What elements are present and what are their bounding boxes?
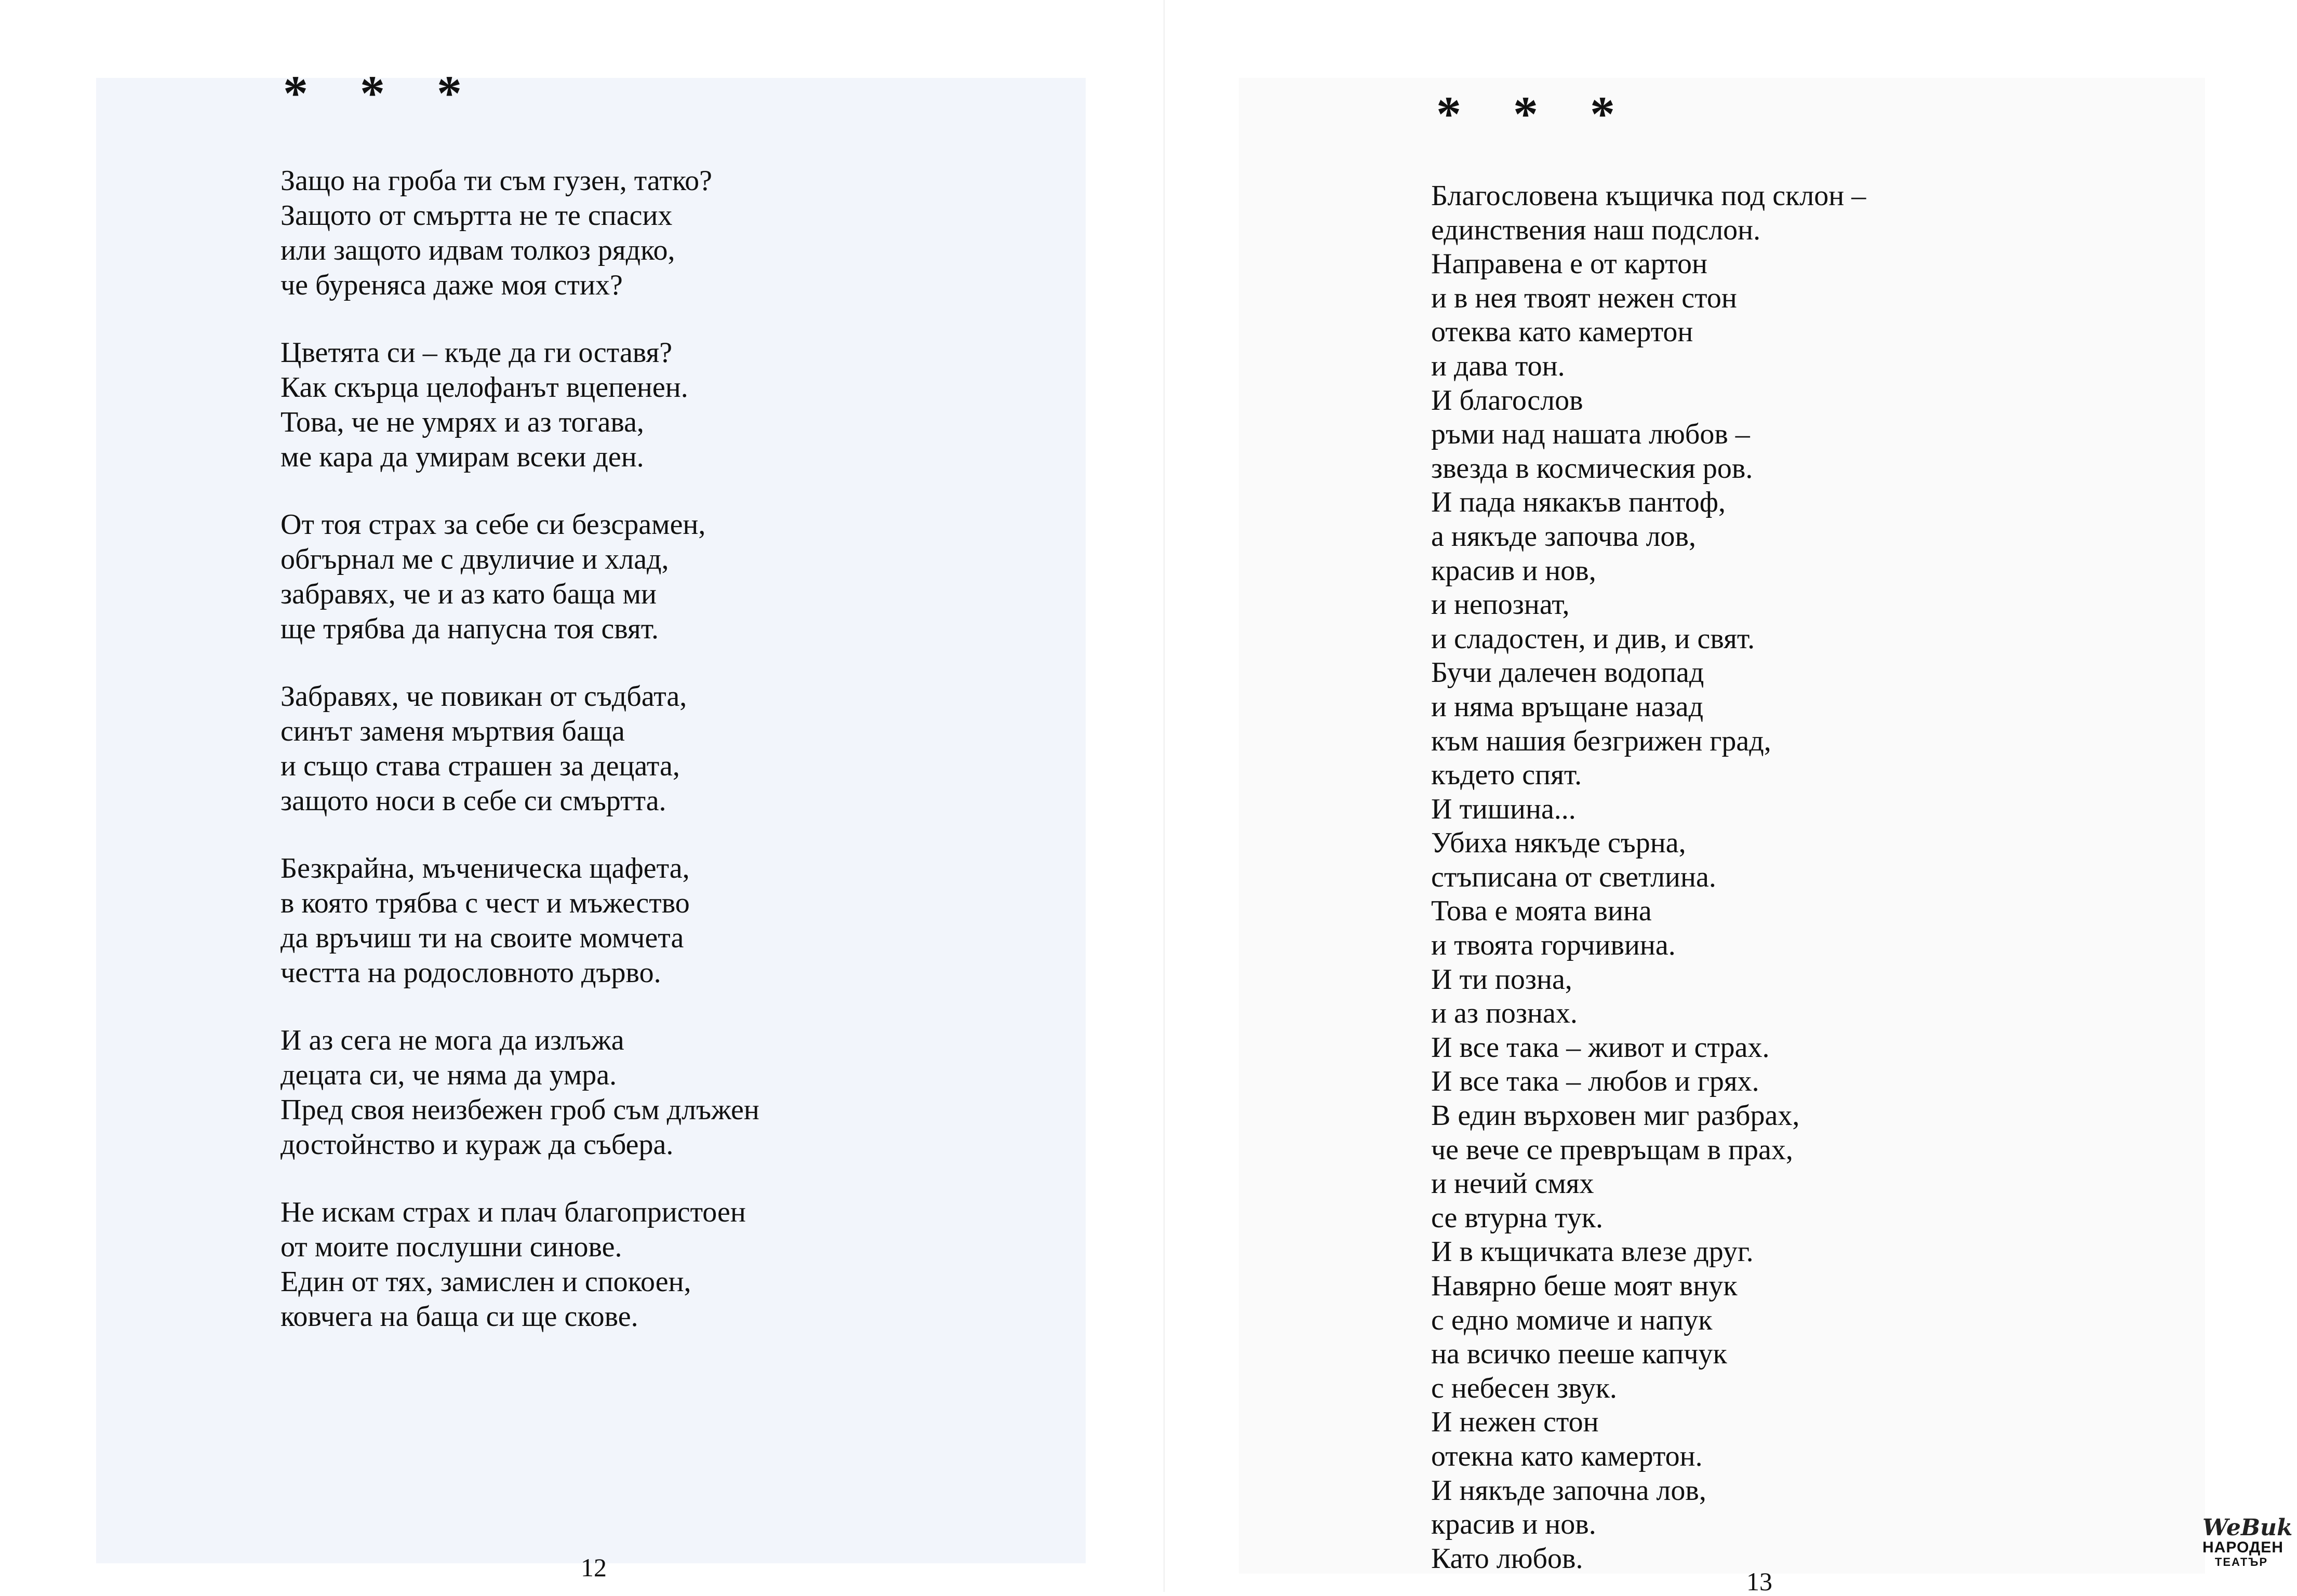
poem-line: честта на родословното дърво. bbox=[281, 957, 661, 989]
poem-line: Защото от смъртта не те спасих bbox=[281, 199, 673, 232]
right-page-heading: * * * bbox=[1436, 86, 1635, 142]
poem-line: отекна като камертон. bbox=[1431, 1440, 1703, 1472]
poem-line: звезда в космическия ров. bbox=[1431, 452, 1753, 485]
poem-line: защото носи в себе си смъртта. bbox=[281, 785, 666, 817]
poem-line: красив и нов, bbox=[1431, 554, 1596, 587]
poem-line: отеква като камертон bbox=[1431, 316, 1693, 348]
poem-line: Като любов. bbox=[1431, 1542, 1583, 1575]
poem-line: И някъде започна лов, bbox=[1431, 1474, 1706, 1507]
poem-line: И все така – живот и страх. bbox=[1431, 1031, 1770, 1064]
poem-line: синът заменя мъртвия баща bbox=[281, 715, 625, 747]
poem-line: И все така – любов и грях. bbox=[1431, 1065, 1759, 1098]
poem-line: Благословена къщичка под склон – bbox=[1431, 180, 1866, 212]
poem-line: красив и нов. bbox=[1431, 1508, 1596, 1541]
poem-line: и също става страшен за децата, bbox=[281, 750, 680, 782]
poem-line: където спят. bbox=[1431, 759, 1582, 792]
poem-line: Това е моята вина bbox=[1431, 895, 1652, 928]
poem-line: децата си, че няма да умра. bbox=[281, 1059, 617, 1091]
poem-line: И в къщичката влезе друг. bbox=[1431, 1236, 1754, 1268]
poem-line: че вече се превръщам в прах, bbox=[1431, 1133, 1793, 1166]
logo-line-2: ТЕАТЪР bbox=[2214, 1555, 2268, 1568]
poem-line: И пада някакъв пантоф, bbox=[1431, 486, 1726, 519]
poem-line: Навярно беше моят внук bbox=[1431, 1270, 1738, 1302]
poem-line: да връчиш ти на своите момчета bbox=[281, 922, 684, 954]
poem-line: Не искам страх и плач благопристоен bbox=[281, 1196, 746, 1228]
poem-line: Един от тях, замислен и спокоен, bbox=[281, 1266, 691, 1298]
poem-line: и твоята горчивина. bbox=[1431, 929, 1676, 962]
right-page-number: 13 bbox=[1746, 1567, 1772, 1596]
left-page-number: 12 bbox=[581, 1553, 607, 1582]
stanza bbox=[281, 1023, 956, 1162]
stanza bbox=[281, 164, 956, 303]
poem-line: в която трябва с чест и мъжество bbox=[281, 887, 690, 919]
poem-line: и няма връщане назад bbox=[1431, 690, 1704, 723]
poem-line: и непознат, bbox=[1431, 588, 1570, 621]
poem-line: Как скърца целофанът вцепенен. bbox=[281, 371, 688, 404]
poem-line: на всичко пееше капчук bbox=[1431, 1338, 1727, 1371]
left-page-heading: * * * bbox=[283, 65, 482, 121]
stanza bbox=[281, 507, 956, 647]
poem-line: Направена е от картон bbox=[1431, 248, 1707, 280]
poem-line: че бурeняса даже моя стих? bbox=[281, 269, 623, 301]
poem-line: И тишина... bbox=[1431, 793, 1576, 825]
poem-line: с едно момиче и напук bbox=[1431, 1304, 1713, 1336]
poem-line: обгърнал ме с двуличие и хлад, bbox=[281, 543, 669, 575]
poem-line: Бучи далечен водопад bbox=[1431, 656, 1704, 689]
poem-line: Пред своя неизбежен гроб съм длъжен bbox=[281, 1094, 759, 1126]
poem-line: или защото идвам толкоз рядко, bbox=[281, 234, 675, 266]
poem-line: а някъде започва лов, bbox=[1431, 520, 1696, 553]
poem-line: Това, че не умрях и аз тогава, bbox=[281, 406, 644, 438]
stanza bbox=[281, 851, 956, 990]
poem-line: стъписана от светлина. bbox=[1431, 861, 1716, 893]
poem-line: с небесен звук. bbox=[1431, 1372, 1617, 1404]
poem-line: Убиха някъде сърна, bbox=[1431, 827, 1686, 860]
poem-line: И нежен стон bbox=[1431, 1406, 1599, 1439]
poem-line: и в нея твоят нежен стон bbox=[1431, 281, 1737, 314]
poem-line: В един върховен миг разбрах, bbox=[1431, 1099, 1800, 1132]
poem-line: и аз познах. bbox=[1431, 997, 1578, 1030]
logo-script: WeBuk bbox=[2202, 1514, 2293, 1541]
poem-line: И ти позна, bbox=[1431, 963, 1572, 996]
poem-line: И аз сега не мога да излъжа bbox=[281, 1024, 624, 1056]
book-gutter bbox=[1164, 0, 1165, 1592]
stanza bbox=[281, 336, 956, 475]
left-poem bbox=[281, 164, 956, 1367]
theatre-logo bbox=[2202, 1514, 2293, 1579]
poem-line: Цветята си – къде да ги оставя? bbox=[281, 337, 673, 369]
poem-line: и сладостен, и див, и свят. bbox=[1431, 622, 1755, 655]
poem-line: и нечий смях bbox=[1431, 1168, 1594, 1200]
poem-line: се втурна тук. bbox=[1431, 1201, 1603, 1234]
poem-line: ще трябва да напусна тоя свят. bbox=[281, 613, 659, 645]
poem-line: ме кара да умирам всеки ден. bbox=[281, 441, 644, 473]
logo-line-1: НАРОДЕН bbox=[2202, 1539, 2283, 1556]
poem-line: Забравях, че повикан от съдбата, bbox=[281, 680, 687, 713]
right-poem bbox=[1431, 179, 2054, 1576]
poem-line: забравях, че и аз като баща ми bbox=[281, 578, 657, 610]
poem-line: ръми над нашата любов – bbox=[1431, 418, 1750, 451]
poem-line: и дава тон. bbox=[1431, 350, 1565, 382]
poem-line: От тоя страх за себе си безсрамен, bbox=[281, 508, 706, 541]
stanza bbox=[281, 1195, 956, 1334]
stanza bbox=[281, 679, 956, 819]
poem-line: достойнство и кураж да събера. bbox=[281, 1129, 674, 1161]
poem-line: от моите послушни синове. bbox=[281, 1231, 622, 1263]
poem-line: единствения наш подслон. bbox=[1431, 213, 1761, 246]
poem-line: И благослов bbox=[1431, 384, 1583, 417]
poem-line: Защо на гроба ти съм гузен, татко? bbox=[281, 165, 713, 197]
poem-line: Безкрайна, мъченическа щафета, bbox=[281, 852, 690, 884]
poem-line: ковчега на баща си ще скове. bbox=[281, 1300, 638, 1333]
poem-line: към нашия безгрижен град, bbox=[1431, 725, 1771, 757]
